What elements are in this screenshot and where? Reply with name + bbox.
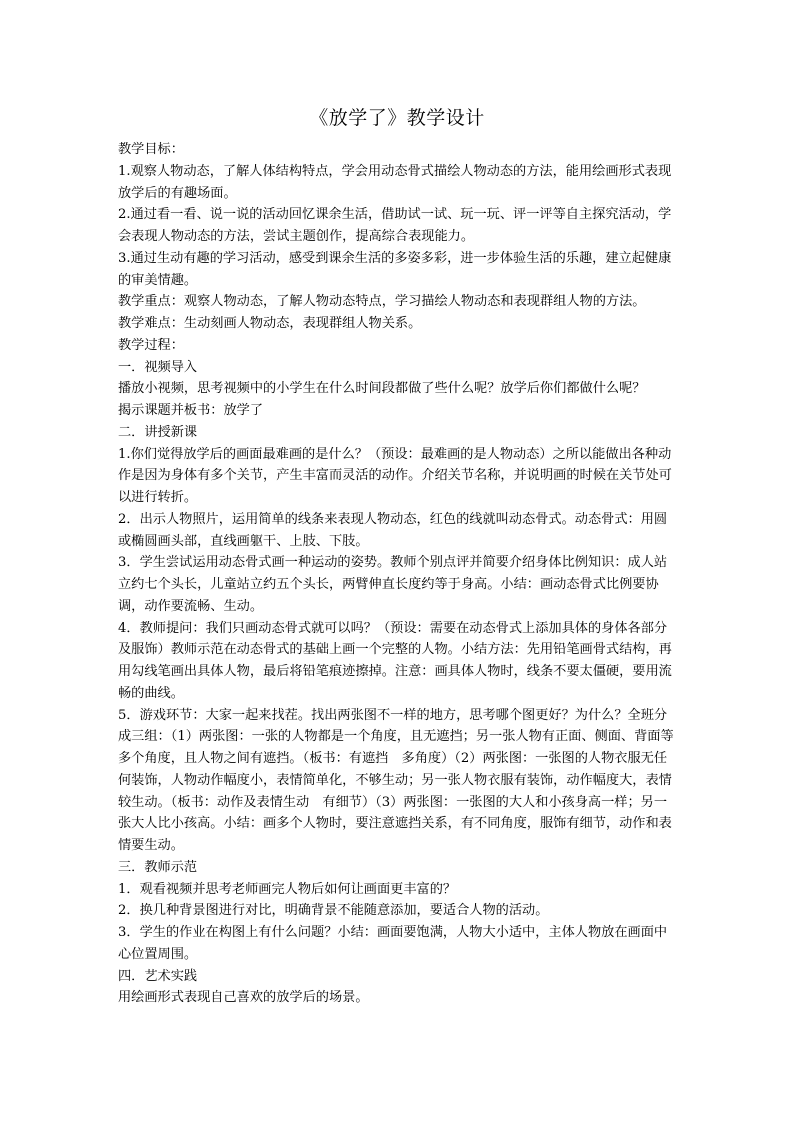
section-4-heading: 四．艺术实践: [118, 968, 198, 984]
section-3-heading: 三．教师示范: [118, 859, 198, 875]
section-1-text: 播放小视频，思考视频中的小学生在什么时间段都做了些什么呢？放学后你们都做什么呢？: [118, 381, 646, 397]
objective-3: 3.通过生动有趣的学习活动，感受到课余生活的多姿多彩，进一步体验生活的乐趣，建立起健康的审美情趣。: [118, 250, 672, 288]
document-body: [118, 139, 674, 1009]
section-2-item-5: 5．游戏环节：大家一起来找茬。找出两张图不一样的地方，思考哪个图更好？为什么？全班分成三组：（1）两张图：一张的人物都是一个角度，且无遮挡；另一张人物有正面、侧面、背面等多个角度，且人物之间有遮挡。（板书：有遮挡 多角度）（2）两张图：一张图的人物衣服无任何装饰，人物动作幅度小，表情简单化，不够生动；另一张人物衣服有装饰，动作幅度大，表情较生动。（板书：动作及表情生动 有细节）（3）两张图：一张图的大人和小孩身高一样；另一张大人比小孩高。小结：画多个人物时，要注意遮挡关系，有不同角度，服饰有细节，动作和表情要生动。: [118, 707, 674, 853]
objective-1: 1.观察人物动态，了解人体结构特点，学会用动态骨式描绘人物动态的方法，能用绘画形式表现放学后的有趣场面。: [118, 163, 672, 201]
section-1-heading: 一．视频导入: [118, 359, 198, 375]
difficult-points: 教学难点：生动刻画人物动态，表现群组人物关系。: [118, 316, 422, 331]
section-3-item-2: 2．换几种背景图进行对比，明确背景不能随意添加，要适合人物的活动。: [118, 903, 549, 919]
section-4-text: 用绘画形式表现自己喜欢的放学后的场景。: [118, 990, 369, 1006]
heading-objectives: 教学目标：: [118, 142, 184, 157]
objective-2: 2.通过看一看、说一说的活动回忆课余生活，借助试一试、玩一玩、评一评等自主探究活动，学会表现人物动态的方法，尝试主题创作，提高综合表现能力。: [118, 207, 672, 244]
section-2-item-1: 1.你们觉得放学后的画面最难画的是什么？（预设：最难画的是人物动态）之所以能做出各种动作是因为身体有多个关节，产生丰富而灵活的动作。介绍关节名称，并说明画的时候在关节处可以进行转折。: [118, 446, 672, 505]
section-1-board: 揭示课题并板书：放学了: [118, 403, 264, 418]
section-2-item-3: 3．学生尝试运用动态骨式画一种运动的姿势。教师个别点评并简要介绍身体比例知识：成人站立约七个头长，儿童站立约五个头长，两臂伸直长度约等于身高。小结：画动态骨式比例要协调，动作要流畅、生动。: [118, 555, 668, 614]
section-2-item-2: 2．出示人物照片，运用简单的线条来表现人物动态，红色的线就叫动态骨式。动态骨式：用圆或椭圆画头部，直线画躯干、上肢、下肢。: [118, 511, 668, 549]
heading-process: 教学过程：: [118, 337, 184, 353]
key-points: 教学重点：观察人物动态，了解人物动态特点，学习描绘人物动态和表现群组人物的方法。: [118, 294, 646, 310]
section-2-heading: 二．讲授新课: [118, 424, 198, 440]
section-3-item-1: 1．观看视频并思考老师画完人物后如何让画面更丰富的？: [118, 881, 457, 897]
section-3-item-3: 3．学生的作业在构图上有什么问题？小结：画面要饱满，人物大小适中，主体人物放在画面中心位置周围。: [118, 925, 668, 962]
document-title: 《放学了》教学设计: [309, 107, 485, 129]
section-2-item-4: 4．教师提问：我们只画动态骨式就可以吗？（预设：需要在动态骨式上添加具体的身体各部分及服饰）教师示范在动态骨式的基础上画一个完整的人物。小结方法：先用铅笔画骨式结构，再用勾线笔画出具体人物，最后将铅笔痕迹擦掉。注意：画具体人物时，线条不要太僵硬，要用流畅的曲线。: [118, 620, 672, 701]
